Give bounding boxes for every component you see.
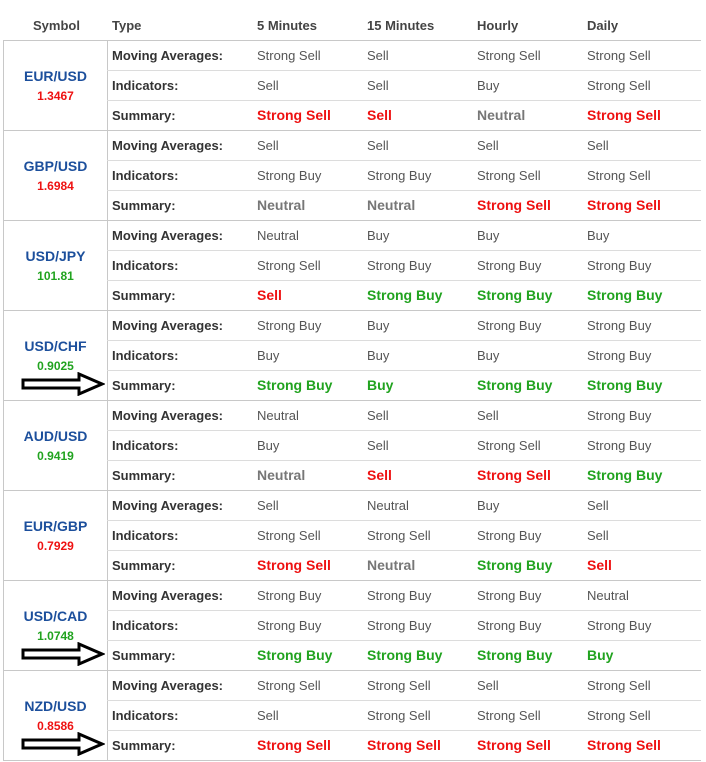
indicators-row (107, 71, 701, 101)
signal-15m: Sell (367, 107, 392, 123)
pair-link[interactable]: NZD/USD (24, 698, 87, 714)
signal-hourly: Sell (477, 138, 499, 153)
signal-15m: Sell (367, 48, 389, 63)
sum-label: Summary: (112, 378, 176, 393)
indicators-row (107, 341, 701, 371)
signal-daily: Strong Buy (587, 408, 652, 423)
symbol-block (3, 131, 701, 221)
signal-hourly: Buy (477, 348, 500, 363)
signal-daily: Sell (587, 138, 609, 153)
signal-hourly: Strong Buy (477, 647, 553, 663)
moving-averages-row (107, 581, 701, 611)
price-value: 0.7929 (37, 539, 74, 553)
price-value: 0.8586 (37, 719, 74, 733)
signal-hourly: Strong Buy (477, 318, 542, 333)
ma-label: Moving Averages: (112, 318, 224, 333)
pair-link[interactable]: USD/CHF (24, 338, 87, 354)
signal-daily: Strong Buy (587, 348, 652, 363)
moving-averages-row (107, 131, 701, 161)
price-value: 101.81 (37, 269, 74, 283)
signal-5m: Strong Sell (257, 528, 321, 543)
indicators-row (107, 161, 701, 191)
signal-hourly: Strong Sell (477, 467, 551, 483)
symbol-block (3, 491, 701, 581)
signal-5m: Sell (257, 138, 279, 153)
signal-hourly: Neutral (477, 107, 526, 123)
signal-15m: Strong Buy (367, 618, 432, 633)
moving-averages-row (107, 491, 701, 521)
signal-daily: Strong Sell (587, 107, 661, 123)
pair-link[interactable]: USD/JPY (25, 248, 86, 264)
signal-daily: Strong Buy (587, 438, 652, 453)
signal-daily: Neutral (587, 588, 629, 603)
pair-link[interactable]: AUD/USD (23, 428, 88, 444)
ma-label: Moving Averages: (112, 678, 224, 693)
symbol-block (3, 671, 701, 761)
signal-5m: Buy (257, 438, 280, 453)
signal-daily: Strong Sell (587, 737, 661, 753)
price-value: 1.0748 (37, 629, 74, 643)
moving-averages-row (107, 221, 701, 251)
price-value: 1.6984 (37, 179, 74, 193)
signal-15m: Strong Buy (367, 168, 432, 183)
signal-hourly: Strong Sell (477, 48, 541, 63)
signal-15m: Strong Buy (367, 287, 443, 303)
indicators-row (107, 611, 701, 641)
signal-5m: Strong Buy (257, 168, 322, 183)
signal-daily: Sell (587, 528, 609, 543)
header-daily[interactable]: Daily (587, 18, 619, 33)
signal-5m: Strong Buy (257, 318, 322, 333)
signal-15m: Sell (367, 138, 389, 153)
table-header (3, 0, 701, 41)
signal-15m: Buy (367, 228, 390, 243)
signal-5m: Strong Sell (257, 678, 321, 693)
moving-averages-row (107, 401, 701, 431)
signal-15m: Neutral (367, 498, 409, 513)
signal-15m: Sell (367, 438, 389, 453)
symbol-block (3, 221, 701, 311)
moving-averages-row (107, 311, 701, 341)
arrow-right-icon (21, 642, 105, 666)
signal-daily: Buy (587, 647, 614, 663)
summary-row (107, 551, 701, 580)
signal-daily: Strong Buy (587, 377, 663, 393)
signal-15m: Neutral (367, 197, 416, 213)
header-5-minutes[interactable]: 5 Minutes (257, 18, 317, 33)
signal-5m: Strong Sell (257, 107, 331, 123)
price-value: 1.3467 (37, 89, 74, 103)
signal-15m: Strong Sell (367, 528, 431, 543)
signal-hourly: Strong Sell (477, 168, 541, 183)
signal-5m: Strong Buy (257, 377, 333, 393)
signal-hourly: Strong Buy (477, 618, 542, 633)
signal-hourly: Strong Buy (477, 287, 553, 303)
arrow-right-icon (21, 372, 105, 396)
signal-15m: Sell (367, 78, 389, 93)
signal-daily: Strong Sell (587, 168, 651, 183)
ma-label: Moving Averages: (112, 408, 224, 423)
symbol-block (3, 311, 701, 401)
moving-averages-row (107, 671, 701, 701)
signal-daily: Strong Buy (587, 467, 663, 483)
ind-label: Indicators: (112, 348, 179, 363)
ind-label: Indicators: (112, 708, 179, 723)
signal-5m: Strong Sell (257, 258, 321, 273)
ind-label: Indicators: (112, 618, 179, 633)
ind-label: Indicators: (112, 528, 179, 543)
summary-row (107, 461, 701, 490)
signal-hourly: Strong Sell (477, 197, 551, 213)
signal-hourly: Strong Sell (477, 438, 541, 453)
signal-15m: Strong Sell (367, 708, 431, 723)
ma-label: Moving Averages: (112, 228, 224, 243)
price-value: 0.9419 (37, 449, 74, 463)
signal-daily: Strong Sell (587, 78, 651, 93)
header-symbol[interactable]: Symbol (33, 18, 80, 33)
signal-5m: Strong Buy (257, 618, 322, 633)
signal-hourly: Strong Buy (477, 557, 553, 573)
signal-15m: Sell (367, 467, 392, 483)
symbol-cell (3, 131, 108, 220)
symbol-cell (3, 221, 108, 310)
signal-5m: Strong Sell (257, 557, 331, 573)
signal-5m: Strong Buy (257, 588, 322, 603)
ind-label: Indicators: (112, 438, 179, 453)
signal-daily: Strong Buy (587, 287, 663, 303)
signal-hourly: Buy (477, 498, 500, 513)
indicators-row (107, 431, 701, 461)
price-value: 0.9025 (37, 359, 74, 373)
technical-summary-table (3, 0, 701, 761)
signal-daily: Sell (587, 498, 609, 513)
signal-5m: Strong Buy (257, 647, 333, 663)
indicators-row (107, 701, 701, 731)
pair-link[interactable]: EUR/GBP (23, 518, 88, 534)
signal-5m: Buy (257, 348, 280, 363)
symbol-block (3, 401, 701, 491)
summary-row (107, 191, 701, 220)
ma-label: Moving Averages: (112, 498, 224, 513)
symbol-block (3, 581, 701, 671)
symbol-cell (3, 491, 108, 580)
sum-label: Summary: (112, 648, 176, 663)
signal-5m: Neutral (257, 197, 306, 213)
signal-hourly: Strong Buy (477, 377, 553, 393)
signal-hourly: Sell (477, 408, 499, 423)
signal-daily: Sell (587, 557, 612, 573)
signal-15m: Buy (367, 377, 394, 393)
signal-daily: Strong Sell (587, 678, 651, 693)
indicators-row (107, 251, 701, 281)
ind-label: Indicators: (112, 168, 179, 183)
pair-link[interactable]: EUR/USD (23, 68, 87, 84)
signal-15m: Strong Buy (367, 588, 432, 603)
ma-label: Moving Averages: (112, 48, 224, 63)
signal-5m: Sell (257, 708, 279, 723)
symbol-blocks (3, 41, 701, 761)
sum-label: Summary: (112, 198, 176, 213)
signal-hourly: Strong Buy (477, 258, 542, 273)
sum-label: Summary: (112, 738, 176, 753)
signal-daily: Strong Buy (587, 258, 652, 273)
pair-link[interactable]: GBP/USD (23, 158, 88, 174)
signal-15m: Strong Buy (367, 258, 432, 273)
signal-5m: Strong Sell (257, 737, 331, 753)
signal-daily: Strong Sell (587, 197, 661, 213)
signal-15m: Strong Sell (367, 737, 441, 753)
signal-5m: Neutral (257, 228, 299, 243)
signal-daily: Strong Buy (587, 318, 652, 333)
signal-daily: Strong Sell (587, 48, 651, 63)
signal-daily: Buy (587, 228, 610, 243)
signal-15m: Buy (367, 318, 390, 333)
signal-5m: Sell (257, 78, 279, 93)
moving-averages-row (107, 41, 701, 71)
signal-15m: Buy (367, 348, 390, 363)
summary-row (107, 731, 701, 760)
signal-15m: Strong Buy (367, 647, 443, 663)
signal-15m: Sell (367, 408, 389, 423)
signal-5m: Neutral (257, 467, 306, 483)
ind-label: Indicators: (112, 78, 179, 93)
signal-hourly: Buy (477, 228, 500, 243)
summary-row (107, 641, 701, 670)
header-hourly[interactable]: Hourly (477, 18, 519, 33)
signal-hourly: Buy (477, 78, 500, 93)
header-15-minutes[interactable]: 15 Minutes (367, 18, 435, 33)
signal-5m: Strong Sell (257, 48, 321, 63)
signal-hourly: Strong Buy (477, 528, 542, 543)
signal-5m: Neutral (257, 408, 299, 423)
signal-15m: Strong Sell (367, 678, 431, 693)
signal-daily: Strong Sell (587, 708, 651, 723)
signal-hourly: Strong Sell (477, 737, 551, 753)
signal-15m: Neutral (367, 557, 416, 573)
ind-label: Indicators: (112, 258, 179, 273)
indicators-row (107, 521, 701, 551)
signal-5m: Sell (257, 498, 279, 513)
signal-5m: Sell (257, 287, 282, 303)
signal-daily: Strong Buy (587, 618, 652, 633)
sum-label: Summary: (112, 288, 176, 303)
summary-row (107, 371, 701, 400)
summary-row (107, 101, 701, 130)
symbol-block (3, 41, 701, 131)
sum-label: Summary: (112, 558, 176, 573)
sum-label: Summary: (112, 468, 176, 483)
arrow-right-icon (21, 732, 105, 756)
symbol-cell (3, 401, 108, 490)
summary-row (107, 281, 701, 310)
signal-hourly: Strong Sell (477, 708, 541, 723)
ma-label: Moving Averages: (112, 138, 224, 153)
pair-link[interactable]: USD/CAD (23, 608, 88, 624)
sum-label: Summary: (112, 108, 176, 123)
symbol-cell (3, 41, 108, 130)
header-type[interactable]: Type (112, 18, 142, 33)
ma-label: Moving Averages: (112, 588, 224, 603)
signal-hourly: Strong Buy (477, 588, 542, 603)
signal-hourly: Sell (477, 678, 499, 693)
